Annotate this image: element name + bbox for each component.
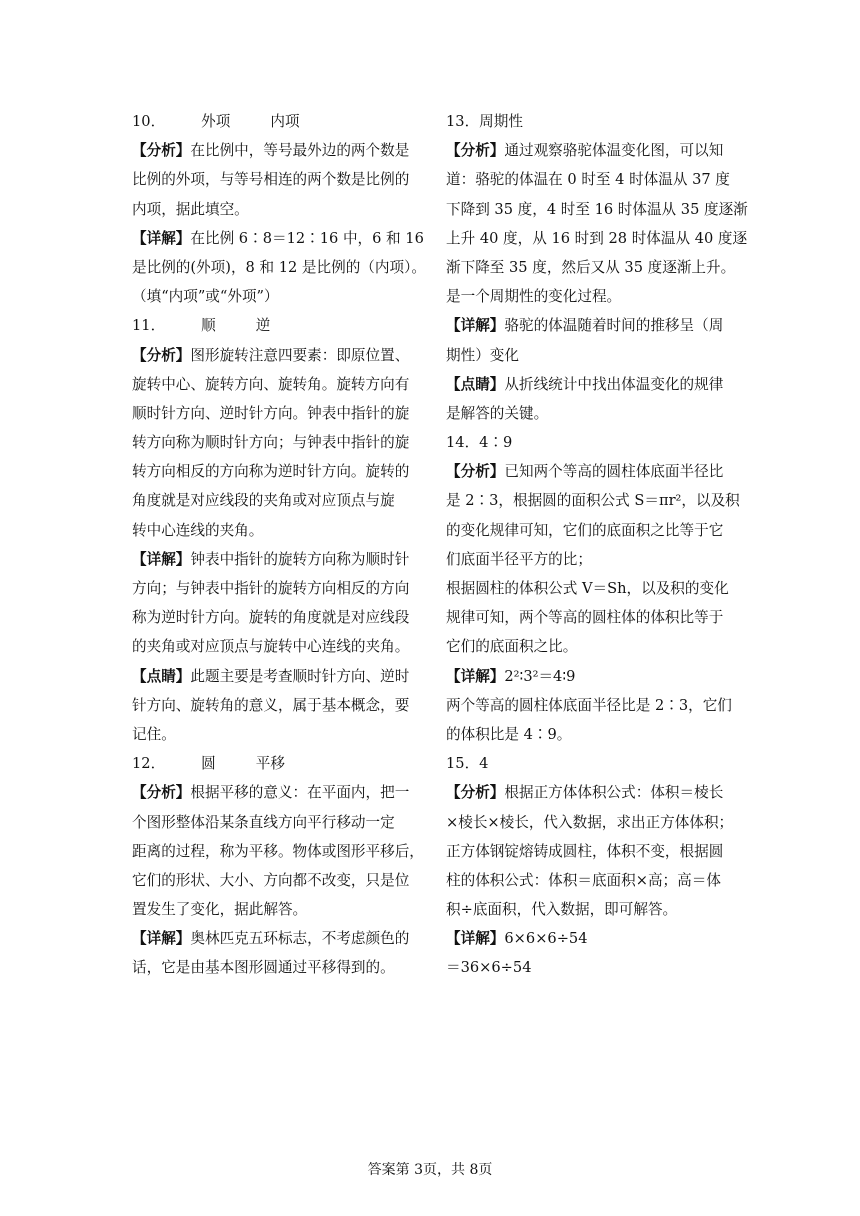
question-number: 10． — [132, 113, 166, 130]
line-text: 是解答的关键。 — [446, 404, 549, 422]
section-label: 【分析】 — [446, 784, 505, 802]
text-line — [446, 165, 732, 194]
text-line — [446, 691, 732, 720]
text-line — [132, 574, 418, 603]
line-text: 在比例中，等号最外边的两个数是 — [190, 142, 410, 160]
line-text: 根据平移的意义：在平面内，把一 — [190, 784, 410, 802]
line-text: 15．4 — [446, 755, 489, 773]
line-text: 下降到 35 度，4 时至 16 时体温从 35 度逐渐 — [446, 200, 748, 218]
line-text: 2²∶3²＝4∶9 — [504, 667, 576, 685]
section-label: 【点睛】 — [132, 667, 191, 685]
section-label: 【详解】 — [446, 317, 505, 335]
text-line — [446, 545, 732, 574]
section-label: 【详解】 — [132, 930, 191, 948]
answer-1: 外项 — [201, 113, 231, 130]
line-text: 记住。 — [132, 725, 176, 743]
line-text: 两个等高的圆柱体底面半径比是 2∶3，它们 — [446, 696, 732, 714]
text-line — [132, 165, 418, 194]
text-line — [132, 895, 418, 924]
text-line — [446, 282, 732, 311]
line-text: 的变化规律可知，它们的底面积之比等于它 — [446, 521, 724, 539]
text-line — [132, 545, 418, 574]
text-line — [446, 224, 748, 253]
text-line — [132, 808, 418, 837]
text-line — [132, 837, 424, 866]
section-label: 【分析】 — [132, 784, 191, 802]
line-text: ＝36×6÷54 — [446, 959, 532, 977]
text-line — [132, 253, 426, 282]
line-text: 骆驼的体温随着时间的推移呈（周 — [504, 317, 724, 335]
line-text: 在比例 6∶8＝12∶16 中，6 和 16 — [190, 229, 424, 247]
answer-1: 顺 — [201, 317, 216, 335]
text-line — [446, 808, 732, 837]
line-text: 奥林匹克五环标志，不考虑颜色的 — [190, 930, 410, 948]
text-line — [446, 662, 732, 691]
text-line — [132, 341, 418, 370]
line-text: 从折线统计中找出体温变化的规律 — [504, 375, 724, 393]
line-text: 角度就是对应线段的夹角或对应顶点与旋 — [132, 492, 395, 510]
line-text: 通过观察骆驼体温变化图，可以知 — [504, 142, 724, 160]
text-line — [446, 428, 732, 457]
text-line — [132, 195, 418, 224]
section-label: 【详解】 — [446, 667, 505, 685]
line-text: 柱的体积公式：体积＝底面积×高；高＝体 — [446, 871, 721, 889]
line-text: 针方向、旋转角的意义，属于基本概念，要 — [132, 696, 410, 714]
line-text: 13．周期性 — [446, 113, 523, 130]
line-text: 规律可知，两个等高的圆柱体的体积比等于 — [446, 609, 724, 627]
line-text: 称为逆时针方向。旋转的角度就是对应线段 — [132, 609, 410, 627]
text-line — [446, 457, 732, 486]
line-text: 期性）变化 — [446, 346, 519, 364]
text-line — [446, 486, 740, 515]
text-line — [132, 370, 418, 399]
page-footer: 答案第 3页，共 8页 — [367, 1162, 493, 1178]
text-line — [132, 720, 418, 749]
text-line — [132, 457, 418, 486]
text-line — [132, 953, 418, 982]
text-line — [446, 603, 732, 632]
answer-1: 圆 — [201, 755, 216, 773]
text-line — [132, 924, 418, 953]
text-line — [132, 603, 418, 632]
line-text: （填“内项”或“外项”） — [132, 288, 279, 306]
section-label: 【详解】 — [132, 229, 191, 247]
line-text: 上升 40 度，从 16 时到 28 时体温从 40 度逐 — [446, 229, 748, 247]
line-text: 顺时针方向、逆时针方向。钟表中指针的旋 — [132, 404, 410, 422]
line-text: 距离的过程，称为平移。物体或图形平移后， — [132, 842, 424, 860]
question-answer-line — [132, 107, 418, 136]
line-text: ×棱长×棱长，代入数据，求出正方体体积； — [446, 813, 734, 831]
text-line — [132, 691, 418, 720]
text-line — [446, 341, 732, 370]
text-line — [446, 195, 748, 224]
line-text: 是一个周期性的变化过程。 — [446, 288, 622, 306]
question-number: 12． — [132, 755, 166, 773]
line-text: 内项，据此填空。 — [132, 200, 249, 218]
left-column — [132, 107, 426, 983]
answer-2: 内项 — [270, 113, 300, 130]
text-line — [132, 136, 418, 165]
section-label: 【点睛】 — [446, 375, 505, 393]
text-line — [446, 253, 736, 282]
text-line — [132, 282, 418, 311]
line-text: 根据圆柱的体积公式 V＝Sh，以及积的变化 — [446, 580, 729, 597]
line-text: 它们的底面积之比。 — [446, 638, 578, 656]
section-label: 【分析】 — [446, 463, 505, 481]
text-line — [132, 428, 418, 457]
line-text: 此题主要是考查顺时针方向、逆时 — [190, 667, 410, 685]
question-answer-line — [132, 749, 418, 778]
text-line — [132, 224, 424, 253]
text-line — [446, 574, 732, 603]
line-text: 渐下降至 35 度，然后又从 35 度逐渐上升。 — [446, 258, 736, 276]
text-line — [446, 837, 732, 866]
text-line — [446, 749, 732, 778]
line-text: 14．4∶9 — [446, 434, 513, 452]
line-text: 积÷底面积，代入数据，即可解答。 — [446, 901, 678, 919]
question-answer-line — [132, 311, 418, 340]
text-line — [446, 107, 732, 136]
line-text: 道：骆驼的体温在 0 时至 4 时体温从 37 度 — [446, 171, 730, 189]
line-text: 是比例的(外项)，8 和 12 是比例的（内项）。 — [132, 258, 426, 276]
answer-2: 逆 — [255, 317, 271, 335]
line-text: 钟表中指针的旋转方向称为顺时针 — [190, 550, 410, 568]
question-number: 11． — [132, 317, 166, 335]
line-text: 根据正方体体积公式：体积＝棱长 — [504, 784, 724, 802]
text-line — [446, 778, 732, 807]
section-label: 【详解】 — [446, 930, 505, 948]
line-text: 转方向称为顺时针方向；与钟表中指针的旋 — [132, 434, 410, 452]
line-text: 个图形整体沿某条直线方向平行移动一定 — [132, 813, 395, 831]
right-column — [446, 107, 748, 983]
line-text: 比例的外项，与等号相连的两个数是比例的 — [132, 171, 410, 189]
text-line — [446, 136, 732, 165]
text-line — [446, 895, 732, 924]
line-text: 转方向相反的方向称为逆时针方向。旋转的 — [132, 463, 410, 481]
line-text: 的夹角或对应顶点与旋转中心连线的夹角。 — [132, 638, 410, 656]
line-text: 图形旋转注意四要素：即原位置、 — [190, 346, 410, 364]
text-line — [446, 399, 732, 428]
text-line — [446, 953, 732, 982]
text-line — [132, 662, 418, 691]
text-line — [132, 516, 418, 545]
line-text: 转中心连线的夹角。 — [132, 521, 264, 539]
line-text: 方向；与钟表中指针的旋转方向相反的方向 — [132, 580, 410, 597]
text-line — [132, 399, 418, 428]
text-line — [446, 632, 732, 661]
line-text: 正方体钢锭熔铸成圆柱，体积不变，根据圆 — [446, 842, 724, 860]
text-line — [446, 924, 732, 953]
line-text: 的体积比是 4∶9。 — [446, 725, 572, 743]
line-text: 置发生了变化，据此解答。 — [132, 901, 308, 919]
text-line — [446, 311, 732, 340]
section-label: 【分析】 — [132, 142, 191, 160]
line-text: 们底面半径平方的比； — [446, 550, 592, 568]
line-text: 它们的形状、大小、方向都不改变，只是位 — [132, 871, 410, 889]
text-line — [446, 720, 732, 749]
text-line — [132, 866, 418, 895]
text-line — [132, 778, 418, 807]
text-line — [446, 866, 732, 895]
text-line — [446, 516, 732, 545]
section-label: 【分析】 — [132, 346, 191, 364]
line-text: 6×6×6÷54 — [504, 930, 588, 948]
section-label: 【分析】 — [446, 142, 505, 160]
line-text: 旋转中心、旋转方向、旋转角。旋转方向有 — [132, 375, 410, 393]
answer-2: 平移 — [255, 755, 285, 773]
line-text: 话，它是由基本图形圆通过平移得到的。 — [132, 959, 395, 977]
text-line — [446, 370, 732, 399]
line-text: 已知两个等高的圆柱体底面半径比 — [504, 463, 724, 481]
section-label: 【详解】 — [132, 550, 191, 568]
text-line — [132, 632, 418, 661]
text-line — [132, 486, 418, 515]
line-text: 是 2∶3，根据圆的面积公式 S＝πr²，以及积 — [446, 492, 740, 510]
